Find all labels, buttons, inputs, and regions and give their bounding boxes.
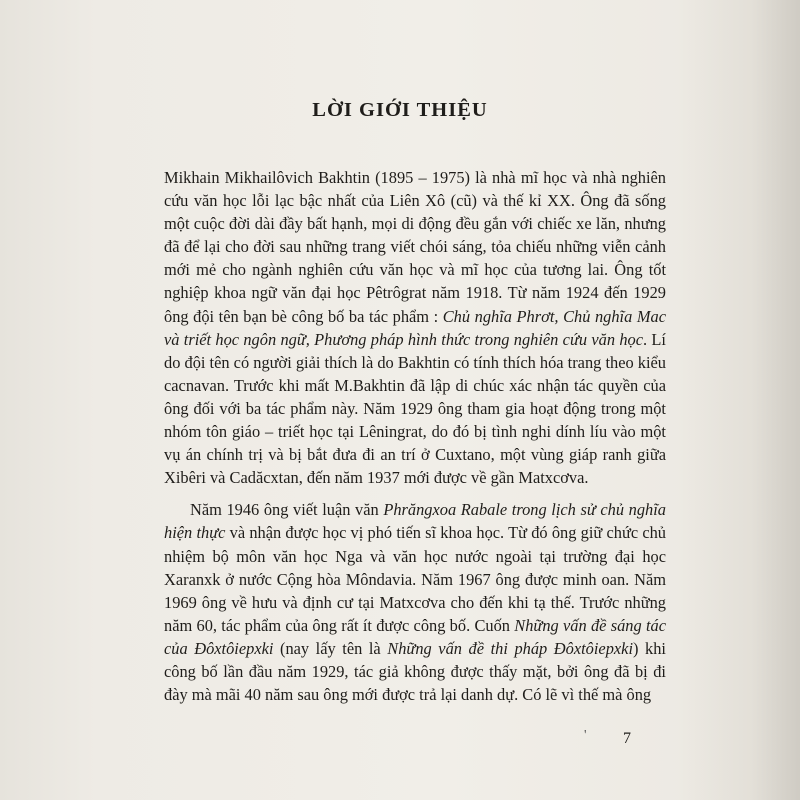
page-number: 7 <box>623 730 631 747</box>
paragraph-1-run: . Lí do đội tên có người giải thích là do Bakhtin có tính thích hóa trang theo kiểu cacnavan. Trước khi mất M.Bakhtin đã lập di chúc xác nhận tác quyền của ông đối với ba tác phẩm này. Năm 1929 ông tham gia hoạt động trong một nhóm tôn giáo – triết học tại Lêningrat, do đó bị tình nghi dính líu vào một vụ án chính trị và bị bắt đưa đi an trí ở Cuxtano, một vùng giáp ranh giữa Xibêri và Cadăcxtan, đến năm 1937 mới được về gần Matxcơva. <box>164 329 666 488</box>
paragraph-2-italic-run: Những vấn đề thi pháp Đôxtôiepxki <box>387 638 633 658</box>
paragraph-1 <box>164 166 666 489</box>
paragraph-1-italic-run: Chủ nghĩa Phrơt, Chủ nghĩa Mac và triết học ngôn ngữ, Phương pháp hình thức trong nghiên cứu văn học <box>164 306 666 349</box>
paragraph-2-italic-run: Phrăngxoa Rabale trong lịch sử chủ nghĩa hiện thực <box>164 500 666 543</box>
paragraph-2 <box>164 498 666 706</box>
paragraph-2-run: (nay lấy tên là <box>273 638 388 658</box>
paragraph-2-run: ) khi công bố lần đầu năm 1929, tác giả không được thấy mặt, bởi ông đã bị đi đày mà mãi 40 năm sau ông mới được trả lại danh dự. Có lẽ vì thế mà ông <box>164 638 666 705</box>
body-text <box>164 166 666 706</box>
paragraph-2-italic-run: Những vấn đề sáng tác của Đôxtôiepxki <box>164 615 666 658</box>
paragraph-2-run: và nhận được học vị phó tiến sĩ khoa học. Từ đó ông giữ chức chủ nhiệm bộ môn văn học Nga và văn học nước ngoài tại trường đại học Xaranxk ở nước Cộng hòa Môndavia. Năm 1967 ông được minh oan. Năm 1969 ông về hưu và định cư tại Matxcơva cho đến khi tạ thế. Trước những năm 60, tác phẩm của ông rất ít được công bố. Cuốn <box>164 523 667 635</box>
page-title: LỜI GIỚI THIỆU <box>312 99 488 121</box>
margin-mark: ' <box>584 728 587 743</box>
paragraph-1-run: Mikhain Mikhailôvich Bakhtin (1895 – 1975) là nhà mĩ học và nhà nghiên cứu văn học lỗi lạc bậc nhất của Liên Xô (cũ) và thế kỉ XX. Ông đã sống một cuộc đời dài đầy bất hạnh, mọi di động đều gắn với chiếc xe lăn, nhưng đã để lại cho đời sau những trang viết chói sáng, tỏa chiếu những viễn cảnh mới mẻ cho ngành nghiên cứu văn học và mĩ học của tương lai. Ông tốt nghiệp khoa ngữ văn đại học Pêtrôgrat năm 1918. Từ năm 1924 đến 1929 ông đội tên bạn bè công bố ba tác phẩm : <box>164 168 666 326</box>
paragraph-2-run: Năm 1946 ông viết luận văn <box>190 500 384 520</box>
